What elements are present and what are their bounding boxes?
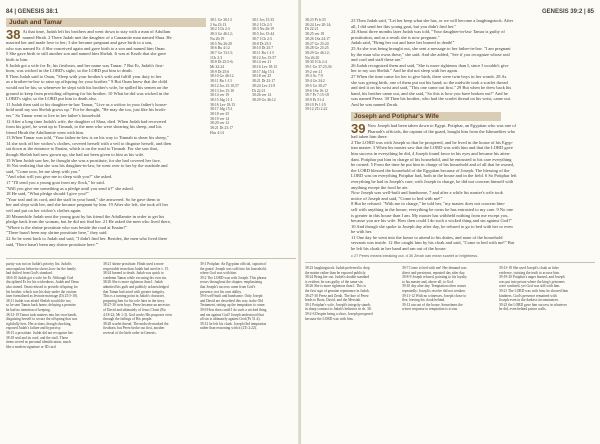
verse-line: would not be his; so whenever he slept with his brother's wife, he spilled his semen on the (6, 84, 169, 90)
verse-line: veil and put on her widow's clothes again. (6, 208, 82, 213)
cross-reference: 1Ch 2:3 (210, 55, 223, 60)
study-note-line: because the LORD was with him. (305, 316, 354, 321)
cross-reference: 38:8 Dt 25:5 (252, 41, 272, 46)
cross-reference: 38:1 Jos 15:35 (252, 18, 275, 22)
verse-line: "There hasn't been any shrine prostitute here," they said. (6, 230, 108, 236)
study-note-line: and sin against God? Joseph understood that (200, 312, 264, 317)
cross-reference: 38:28 Ge 25:25 (305, 46, 329, 51)
verse-line: born, was wicked in the LORD's sight; so the LORD put him to death. (6, 68, 133, 74)
verse-line: 11 One day he went into the house to attend to his duties, and none of the household (351, 234, 503, 240)
study-note-line: 39:12 ran out of the house. Sometimes the (402, 302, 463, 307)
cross-reference: 38:19 ver 14 (210, 116, 230, 121)
cross-reference: 38:14 ver 19 (210, 93, 230, 98)
verse-line: 8 But he refused. "With me in charge," he told her, "my master does not concern him- (351, 201, 506, 207)
verse-line: "And what will you give me to sleep with you?" she asked. (6, 174, 113, 180)
cross-reference: 38:10 Ge 46:12 (210, 74, 234, 79)
verse-line: 24 About three months later Judah was told, "Your daughter-in-law Tamar is guilty of (351, 29, 505, 35)
cross-reference: 39:6 1Sa 16:12 (305, 88, 328, 93)
verse-line: 11 Judah then said to his daughter-in-law Tamar, "Live as a widow in your father's house- (6, 101, 168, 107)
study-note-line: that Joseph's success came from God's (200, 284, 256, 289)
cross-reference: 39:12 2Ti 2:22 (305, 107, 328, 112)
study-note-line: 39:11-12 With no witnesses, Joseph chose to (402, 293, 467, 298)
study-note-line: he did, even behind prison walls. (499, 307, 547, 312)
cross-reference: Nu 26:19 (210, 36, 225, 41)
right-page (301, 0, 600, 444)
study-note-line: is evident; he was guilty of the same sin. (305, 279, 364, 284)
verse-line: ers." So Tamar went to live in her father's household. (6, 112, 102, 118)
study-note-line: condemn Tamar while excusing his own sin. (103, 275, 167, 280)
cross-reference: 38:3 Ge 46:12; (210, 32, 233, 37)
verse-line: sat down at the entrance to Enaim, which is on the road to Timnah. For she saw that, (6, 146, 158, 152)
left-section-title: Judah and Tamar (9, 19, 63, 26)
study-note-line: 38:11 Judah was afraid Shelah would die too, (6, 298, 72, 303)
study-note-line: rather than reasoning with it (2Ti 2:22). (200, 326, 257, 331)
verse-line: 13 When Tamar was told, "Your father-in-law is on his way to Timnah to shear his sheep," (6, 135, 169, 141)
left-section-heading (6, 18, 206, 27)
study-note-line: repeatedly; Joseph's resolve did not weaken. (402, 288, 466, 293)
study-note-line: purity was not on Judah's priority list. Judah's (6, 262, 72, 266)
study-note-line: 38:18 seal and its cord, and the staff. These (6, 335, 69, 340)
verse-line: At that time, Judah left his brothers and went down to stay with a man of Adullam (22, 29, 171, 34)
verse-line: everything he had in Joseph's care; with Joseph in charge, he did not concern himself with (351, 178, 514, 184)
cross-reference: 38:12 Jos 15:10,57 (210, 83, 239, 88)
cross-reference: 38:5 Jos 15:44 (252, 32, 275, 37)
cross-reference: 38:24 Lev 20:14; (305, 22, 332, 27)
left-cross-references (210, 18, 250, 136)
study-note-line: like a modern signature or ID card. (6, 344, 57, 349)
cross-reference: Dt 22:21 (252, 88, 266, 93)
study-note-line: 39:2 The LORD was with Joseph. This phrase (200, 275, 267, 280)
study-note-line: in sharp contrast to Judah's behavior in ch. 38. (305, 307, 372, 312)
cross-reference: 38:29 Ge 46:12; (305, 50, 330, 55)
verse-line: who was named Er. 4 She conceived again and gave birth to a son and named him Onan. (6, 45, 166, 51)
study-note-line: the matter rather than be exposed publicly. (305, 270, 367, 275)
left-study-notes-col3 (200, 262, 294, 331)
verse-line: 2 The LORD was with Joseph so that he prospered, and he lived in the house of his Egyp- (351, 139, 514, 145)
study-note-line: kindness. God's presence remained with (499, 293, 557, 298)
verse-line: notice of Joseph and said, "Come to bed with me!" (351, 195, 443, 201)
study-note-line: direct and persistent, repeated day after day. (402, 270, 466, 275)
study-note-line: disguising herself to secure the offspring that was (6, 317, 78, 322)
verse-line: said, 'There hasn't been any shrine prostitute here.'" (6, 241, 99, 247)
study-note-line: 38:27-30 twin boys. Perez became an ancestor (103, 303, 170, 308)
study-note-line: admitted his guilt and publicly acknowledged (103, 284, 169, 289)
verse-line: 20 Meanwhile Judah sent the young goat by his friend the Adullamite in order to get his (6, 213, 165, 219)
left-study-notes-col1 (6, 262, 98, 349)
left-page (0, 0, 299, 444)
verse-line: 12 After a long time Judah's wife, the daughter of Shua, died. When Judah had recovered (6, 118, 167, 124)
cross-reference: 39:10 Pr 1:10 (305, 102, 326, 107)
right-cross-references (305, 18, 349, 112)
cross-reference: 38:9 Dt 25:6 (210, 69, 230, 74)
cross-reference: 38:21 Dt 23:17 (210, 126, 233, 131)
cross-reference: 38:6 Ru 4:12 (210, 46, 230, 51)
study-note-line: 38:23 laughingstock. Judah preferred to drop (305, 266, 370, 270)
study-note-line: flee, leaving his cloak behind. (402, 298, 446, 303)
verse-line: 25 As she was being brought out, she sent a message to her father-in-law. "I am pregnant (351, 45, 511, 51)
study-note-line: 38:27-30 Perez and Zerah. The line of Perez (305, 293, 369, 298)
cross-reference: 38:11 Ru 1:13 (210, 79, 232, 84)
study-note-line: 38:24 burned to death. Judah was quick to (103, 271, 164, 276)
study-note-line: 38:15 a prostitute. Judah did not recognize her. (6, 330, 74, 335)
study-note-line: and David are described this way in the Old (200, 298, 264, 303)
study-note-line: Testament, setting up the temptation to come. (200, 303, 266, 308)
cross-reference: 38:23 Pr 6:33 (305, 18, 326, 22)
cross-reference: 38:29 Ge 46:12 (252, 97, 276, 102)
study-note-line: later formalized as levirate marriage (Dt 25:5-10). (6, 294, 78, 299)
verse-line: she was giving birth, one of them put out his hand; so the midwife took a scarlet thread (351, 79, 508, 85)
verse-line: 14 she took off her widow's clothes, covered herself with a veil to disguise herself, and then (6, 140, 172, 146)
cross-reference: 38:24 Lev 21:9 (252, 83, 276, 88)
study-note-line: 39:9 How then could I do such a wicked thing (200, 307, 267, 312)
verse-line: hand, his brother came out, and she said, "So this is how you have broken out!" And he (351, 90, 508, 96)
cross-reference: 38:13 Jos 15:10 (210, 88, 235, 93)
right-study-notes-col1 (305, 266, 397, 321)
verse-line: Now Joseph had been taken down to Egypt. Potiphar, an Egyptian who was one of (367, 123, 517, 128)
verse-line: 18 He said, "What pledge should I give you?" (6, 191, 89, 197)
study-note-line: 39:21 The LORD was with him; he showed him (499, 288, 569, 293)
verse-line: 27 When the time came for her to give birth, there were twin boys in her womb. 28 As (351, 73, 507, 79)
study-note-line: were confined, yet God was still with him. (499, 284, 561, 289)
verse-line: Judah said, "Bring her out and have her burned to death!" (351, 40, 455, 46)
study-note-line: also sinned. Onan refused to provide offspring for (6, 284, 78, 289)
verse-line: 26 Judah recognized them and said, "She is more righteous than I, since I wouldn't give (351, 62, 509, 68)
cross-reference: 38:8 Dt 25:5-6; (210, 60, 234, 65)
verse-line: her and slept with her, and she became pregnant by him. 19 After she left, she took off her (6, 202, 169, 208)
cross-reference: 39:1 Ge 37:25,36 (305, 65, 332, 70)
study-note-line: that Tamar had acted with greater integrity. (103, 289, 165, 294)
cross-reference: 38:16 Lev 18:15 (210, 102, 236, 107)
cross-reference: Hos 4:14 (210, 130, 224, 135)
verse-line: him success in everything he did, 4 Joseph found favor in his eyes and became his atten- (351, 150, 511, 156)
study-note-line: 39:13-18 She used Joseph's cloak as false (499, 266, 559, 270)
study-note-line: 38:28 scarlet thread. The midwife marked the (103, 321, 169, 326)
verse-line: married her and made love to her; 3 she became pregnant and gave birth to a son, (6, 40, 153, 46)
cross-reference: 38:2 1Ch 2:3 (210, 27, 230, 32)
cross-reference: 38:7 1Ch 2:3 (252, 36, 272, 41)
right-section-title: Joseph and Potiphar's Wife (354, 113, 439, 120)
cross-reference: 38:7 Ge 13:13; (210, 50, 233, 55)
study-note-line: 39:19-20 Potiphar's anger burned, and Joseph (499, 275, 565, 280)
study-note-line: where God was with him. (200, 271, 238, 276)
verse-line: ground to keep from providing offspring for his brother. 10 What he did was wicked in the (6, 90, 169, 96)
cross-reference: 38:25 ver 18 (305, 32, 325, 37)
verse-line: "Will you give me something as a pledge until you send it?" she asked. (6, 185, 134, 191)
verse-line: 5 She gave birth to still another son and named him Shelah. It was at Kezib that she gave (6, 51, 167, 57)
study-note-line: 38:6-10 Judah got a wife for Er. Although God (6, 275, 74, 280)
verse-line: and cord and staff these are." (351, 57, 404, 63)
chapter-number-39: 39 (351, 121, 366, 136)
study-note-line: Joseph even in the darkest circumstances. (499, 298, 559, 303)
verse-line: the LORD blessed the household of the Egyptian because of Joseph. The blessing of the (351, 167, 510, 173)
cross-reference: 38:3 Nu 26:19 (252, 27, 274, 32)
left-running-header (6, 6, 293, 18)
study-note-line: evidence, twisting the truth to accuse him. (499, 270, 560, 275)
verse-line: is greater in this house than I am. My master has withheld nothing from me except you, (351, 212, 509, 218)
study-note-line: unscrupulous behavior shows how far the family (6, 266, 77, 271)
cross-reference: 38:10 Dt 25:7 (252, 46, 274, 51)
verse-line: be with her. (351, 229, 373, 235)
verse-line: anything except the food he ate. (351, 184, 409, 190)
cross-reference: 38:26 ver 14 (252, 93, 272, 98)
cross-reference: 38:26 1Sa 24:17 (305, 36, 330, 41)
verse-line: pledge back from the woman, but he did not find her. 21 He asked the men who lived there, (6, 219, 171, 225)
cross-reference: Nu 26:20 (305, 55, 320, 60)
verse-line: 15 When Judah saw her, he thought she was a prostitute, for she had covered her face. (6, 157, 161, 163)
study-note-line: preparing him for his role later in the story. (103, 298, 165, 303)
study-note-line: 38:12-19 Tamar took matters into her own hands, (6, 312, 77, 317)
verse-line: from his grief, he went up to Timnah, to the men who were shearing his sheep, and his (6, 124, 162, 130)
study-note-line: of David and ultimately of Jesus Christ (Ru (103, 307, 166, 312)
verse-line: 23 Then Judah said, "Let her keep what she has, or we will become a laughingstock. After (351, 18, 514, 23)
left-study-notes-col2 (103, 262, 195, 336)
cross-reference: 38:18 ver 25 (252, 74, 272, 79)
verse-line: Pharaoh's officials, the captain of the guard, bought him from the Ishmaelites who (367, 128, 516, 134)
right-running-header (307, 6, 594, 18)
verse-line: named Hirah. 2 There Judah met the daughter of a Canaanite man named Shua. He (22, 34, 172, 40)
verse-line: birth to him. (6, 56, 29, 62)
right-notes-divider (305, 262, 595, 263)
verse-line: said, "Come now, let me sleep with you." (6, 168, 81, 174)
verse-line: 22 So he went back to Judah and said, "I didn't find her. Besides, the men who lived there (6, 235, 168, 241)
verse-line: "Your seal and its cord, and the staff in your hand," she answered. So he gave them to (6, 196, 161, 202)
study-note-line: 38:24 Bring her out. Judah's double standard (305, 275, 370, 280)
study-note-line: wisest response to temptation is to run. (402, 307, 458, 312)
verse-line: LORD was on everything Potiphar had, both in the house and in the field. 6 So Potiphar left (351, 173, 517, 179)
study-note-line: exposed Judah's failure and hypocrisy. (6, 326, 62, 331)
study-note-line: items served as personal identification, much (6, 340, 71, 345)
right-footnote: c 27 Peres means breaking out. d 30 Zerah can mean scarlet or brightness. (351, 254, 479, 258)
cross-reference: 2 Sa 23:13 (210, 22, 227, 27)
verse-line: and tied it on his wrist and said, "This one came out first." 29 But when he drew back his (351, 85, 512, 91)
right-study-notes-col2 (402, 266, 494, 312)
cross-reference: 38:18 ver 25 (210, 112, 230, 117)
verse-line: hold until my son Shelah grows up." For he thought, "He may die too, just like his broth- (6, 107, 167, 113)
verse-line: though Shelah had now grown up, she had not been given to him as his wife. (6, 152, 145, 158)
verse-line: 6 Judah got a wife for Er, his firstborn, and her name was Tamar. 7 But Er, Judah's first- (6, 62, 165, 68)
cross-reference: 39:4 Ge 24:2 (305, 79, 325, 84)
study-note-line: through the failings of His people. (103, 317, 153, 322)
verse-line: 17 "I'll send you a young goat from my flock," he said. (6, 180, 105, 186)
study-note-line: 38:26 She is more righteous than I. Judah (103, 280, 163, 285)
study-note-line: was put into prison where the king's prisoners (499, 279, 565, 284)
cross-reference: 38:14 ver 21 (252, 60, 272, 65)
chapter-number-38: 38 (6, 27, 21, 42)
study-note-line: 39:6 well-built and handsome. Only Joseph (200, 294, 263, 299)
verse-line: because you are his wife. How then could I do such a wicked thing and sin against God?" (351, 218, 513, 224)
verse-line: had taken him there. (351, 134, 388, 140)
verse-line: friend Hirah the Adullamite went with him. (6, 129, 85, 135)
study-note-line: he had no intention of keeping. (6, 307, 51, 312)
left-cross-references-2 (252, 18, 296, 103)
verse-line: And he was named Zerah. (351, 101, 399, 107)
left-header-text: 84 | GENESIS 38:1 (6, 9, 59, 15)
cross-reference: 38:21 Dt 23:17 (252, 79, 275, 84)
verse-line: as a brother-in-law to raise up offspring for your brother." 9 But Onan knew that the child (6, 79, 168, 85)
verse-line: he owned. 5 From the time he put him in charge of his household and of all that he owned, (351, 162, 515, 168)
verse-line: prostitution, and as a result she is now pregnant." (351, 34, 440, 40)
study-note-line: 39:12 he left his cloak. Joseph fled temptation (200, 321, 267, 326)
verse-line: 8 Then Judah said to Onan, "Sleep with your brother's wife and fulfill your duty to her (6, 73, 162, 79)
study-note-line: 39:8-9 Joseph refused, pointing to his loyalty (402, 275, 467, 280)
verse-line: Now Joseph was well-built and handsome, 7 and after a while his master's wife took (351, 190, 503, 196)
cross-reference: 39:5 Ge 30:27 (305, 83, 327, 88)
study-note-line: firstborn, but Perez broke out first, another (103, 326, 165, 331)
study-note-line: 4:18-22; Mt 1:3). God works His purposes even (103, 312, 172, 317)
study-note-line: the guard. Joseph was sold into his household, (200, 266, 267, 271)
cross-reference: 38:11 Ru 1:13 (252, 50, 274, 55)
verse-line: LORD's sight; so the LORD put him to death also. (6, 96, 98, 102)
right-study-notes-col3 (499, 266, 595, 312)
cross-reference: 38:17 Jdg 15:1 (210, 107, 233, 112)
study-note-line: 39:2-6 Despite being a slave, Joseph prospered (305, 311, 373, 316)
cross-reference: 38:12 Jos 15:57 (252, 55, 277, 60)
cross-reference: 39:7 Pr 7:15-18 (305, 93, 329, 98)
study-note-line: 39:1 Potiphar's wife. Joseph's integrity stands (305, 302, 371, 307)
study-note-line: 39:23 the LORD gave him success in whatever (499, 302, 567, 307)
study-note-line: to his master and, above all, to God. (402, 279, 454, 284)
study-note-line: all sin is ultimately against God (Ps 51:4). (200, 317, 261, 322)
study-note-line: 39:7 Come to bed with me! Her demand was (402, 266, 467, 270)
verse-line: 10 And though she spoke to Joseph day after day, he refused to go to bed with her or even (351, 223, 513, 229)
study-note-line: respectable term than Judah had used in v. 15. (103, 266, 170, 271)
study-note-line: rightfully hers. Her actions, though shocking, (6, 321, 72, 326)
verse-line: 16 Not realizing that she was his daughter-in-law, he went over to her by the roadside and (6, 163, 168, 169)
verse-line: "Where is the shrine prostitute who was beside the road at Enaim?" (6, 224, 128, 230)
left-body-text (6, 29, 206, 251)
verse-line: servants was inside. 12 She caught him by his cloak and said, "Come to bed with me!" But (351, 240, 515, 246)
study-note-line: the first sign of genuine repentance in Judah. (305, 288, 370, 293)
cross-reference: 38:2 1Ch 2:3 (252, 22, 272, 27)
cross-reference: 38:30 1Ch 2:4 (305, 60, 327, 65)
left-notes-divider (6, 258, 296, 259)
study-note-line: This is a turning point in Judah's character, (103, 294, 165, 299)
verse-line: he left his cloak in her hand and ran out of the house. (351, 246, 447, 252)
study-note-line: 38:26 She is more righteous than I. This is (305, 284, 366, 289)
study-note-line: his brother, which was his duty under the custom (6, 289, 77, 294)
cross-reference: 39:2 ver 21 (305, 69, 323, 74)
right-body-text-bottom (351, 123, 595, 253)
right-header-text: GENESIS 39:2 | 85 (541, 9, 594, 15)
study-note-line: had drifted from God's standard. (6, 271, 53, 276)
cross-reference: 38:5 Nu 26:20 (210, 41, 232, 46)
study-note-line: reversal of the birth order in Genesis. (103, 330, 157, 335)
verse-line: by the man who owns these," she said. And she added, "See if you recognize whose seal (351, 51, 510, 57)
cross-reference: 38:20 ver 12 (210, 121, 230, 126)
cross-reference: 39:3 Ac 7:9 (305, 74, 323, 79)
verse-line: tian master. 3 When his master saw that the LORD was with him and that the LORD gave (351, 145, 513, 151)
study-note-line: disciplined Er for his wickedness, Judah and Onan (6, 280, 79, 285)
study-note-line: 39:1 Potiphar. An Egyptian official, captain of (200, 262, 267, 266)
cross-reference: 38:16 Lev 18:15 (252, 65, 278, 70)
cross-reference: 38:1 Ge 30:13 (210, 18, 232, 22)
study-note-line: so he sent Tamar back home, delaying a promise (6, 303, 76, 308)
verse-line: all, I did send her this young goat, but you didn't find her." (351, 23, 457, 29)
right-body-text-top (351, 18, 595, 110)
verse-line: dant. Potiphar put him in charge of his household, and he entrusted to his care everything (351, 156, 512, 162)
study-note-line: 39:10 day after day. Temptation often comes (402, 284, 467, 289)
cross-reference: Dt 22:21 (305, 27, 319, 32)
verse-line: self with anything in the house; everything he owns he has entrusted to my care. 9 No one (351, 206, 513, 212)
cross-reference: 39:9 Ps 51:4 (305, 97, 324, 102)
study-note-line: recurs throughout the chapter, emphasizing (200, 280, 263, 285)
study-note-line: presence, not his own ability. (200, 289, 242, 294)
right-section-heading (351, 112, 501, 121)
cross-reference: 38:15 Jdg 11:1 (210, 97, 233, 102)
cross-reference: 38:27 Ge 25:24 (305, 41, 329, 46)
cross-reference: Mt 22:24 (210, 65, 225, 70)
cross-reference: 38:17 Jdg 15:1 (252, 69, 275, 74)
verse-line: was named Perez. 30 Then his brother, who had the scarlet thread on his wrist, came out. (351, 96, 511, 102)
study-note-line: leads to Boaz, David, and the Messiah. (305, 298, 361, 303)
verse-line: her to my son Shelah." And he did not sleep with her again. (351, 68, 459, 74)
study-note-line: 38:21 shrine prostitute. Hirah used a more (103, 262, 164, 266)
